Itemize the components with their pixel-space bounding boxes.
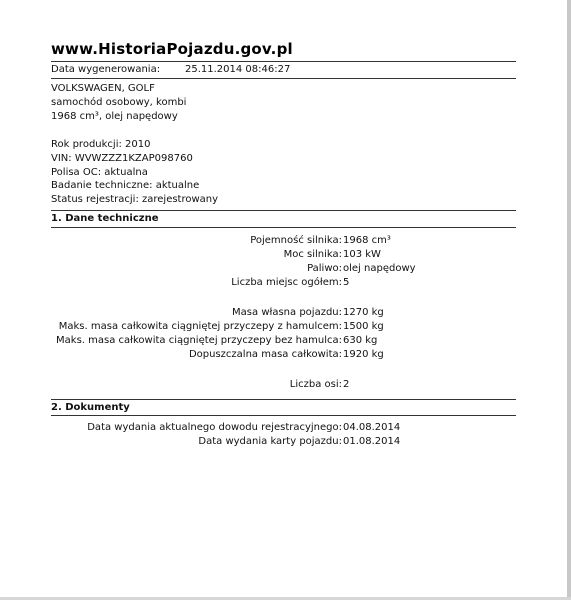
tech-row-fuel (51, 263, 516, 276)
tech-value: 103 kW (343, 249, 381, 260)
tech-value: 1920 kg (343, 349, 384, 360)
tech-label: Maks. masa całkowita ciągniętej przyczepy z hamulcem: (58, 321, 342, 332)
section-documents-bottom-rule (51, 415, 516, 416)
doc-row-vehicle-card (51, 436, 516, 449)
tech-value: 630 kg (343, 335, 378, 346)
site-title: www.HistoriaPojazdu.gov.pl (51, 40, 293, 58)
tech-value: 1270 kg (343, 307, 384, 318)
tech-label: Liczba miejsc ogółem: (231, 277, 342, 288)
tech-row-unbraked-trailer (51, 335, 516, 348)
tech-row-gross-weight (51, 349, 516, 362)
doc-value: 04.08.2014 (343, 422, 401, 433)
tech-label: Masa własna pojazdu: (232, 307, 342, 318)
tech-label: Dopuszczalna masa całkowita: (188, 349, 342, 360)
vin-number: VIN: WVWZZZ1KZAP098760 (51, 153, 193, 164)
tech-row-seats (51, 277, 516, 290)
generation-date-value: 25.11.2014 08:46:27 (185, 64, 291, 75)
vehicle-body-type: samochód osobowy, kombi (51, 97, 187, 108)
vehicle-make-model: VOLKSWAGEN, GOLF (51, 83, 155, 94)
vehicle-engine: 1968 cm³, olej napędowy (51, 111, 178, 122)
tech-value: 1968 cm³ (343, 235, 391, 246)
insurance-status: Polisa OC: aktualna (51, 167, 148, 178)
registration-status: Status rejestracji: zarejestrowany (51, 194, 219, 205)
tech-label: Moc silnika: (283, 249, 342, 260)
section-documents-top-rule (51, 399, 516, 400)
doc-label: Data wydania karty pojazdu: (198, 436, 342, 447)
tech-row-engine-capacity (51, 235, 516, 248)
tech-row-engine-power (51, 249, 516, 262)
section-technical-title: 1. Dane techniczne (51, 213, 159, 224)
section-technical-top-rule (51, 210, 516, 211)
production-year: Rok produkcji: 2010 (51, 139, 151, 150)
tech-label: Paliwo: (307, 263, 342, 274)
tech-label: Maks. masa całkowita ciągniętej przyczepy bez hamulca: (56, 335, 342, 346)
tech-label: Liczba osi: (289, 379, 342, 390)
tech-value: 2 (343, 379, 350, 390)
tech-row-axles (51, 379, 516, 392)
section-technical-bottom-rule (51, 227, 516, 228)
meta-divider (51, 78, 516, 79)
generation-date-label: Data wygenerowania: (51, 64, 161, 75)
inspection-status: Badanie techniczne: aktualne (51, 180, 200, 191)
doc-row-registration-certificate (51, 422, 516, 435)
tech-value: 5 (343, 277, 350, 288)
tech-value: 1500 kg (343, 321, 384, 332)
doc-value: 01.08.2014 (343, 436, 401, 447)
tech-row-braked-trailer (51, 321, 516, 334)
doc-label: Data wydania aktualnego dowodu rejestracyjnego: (87, 422, 342, 433)
page-frame-right-edge (567, 0, 571, 600)
tech-row-curb-weight (51, 307, 516, 320)
tech-value: olej napędowy (343, 263, 416, 274)
tech-label: Pojemność silnika: (250, 235, 342, 246)
title-divider (51, 61, 516, 62)
section-documents-title: 2. Dokumenty (51, 402, 130, 413)
